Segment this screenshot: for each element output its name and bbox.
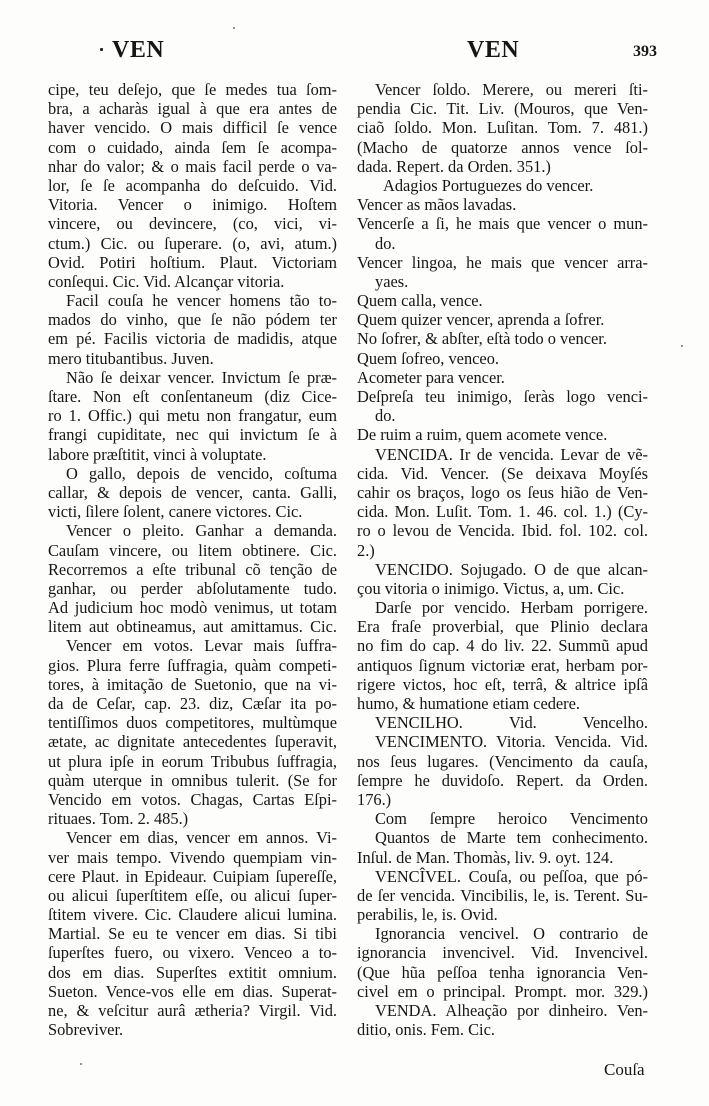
text-line: Sobreviver. [48, 1020, 124, 1040]
text-line: VENCIDO. Sojugado. O de que alcan- [375, 559, 648, 579]
text-line: rigere victos, hoc eſt, terrâ, & altrice ipſâ [357, 674, 648, 694]
text-line: Ovid. Potiri hoſtium. Plaut. Victoriam [48, 252, 337, 272]
page-number: 393 [633, 43, 657, 60]
ink-speck [233, 27, 235, 29]
text-line: ditio, onis. Fem. Cic. [357, 1020, 495, 1040]
text-line: ætate, ac dignitate antecedentes ſuperavit, [48, 732, 337, 752]
text-line: bra, a acharàs igual à que era antes de [48, 99, 337, 119]
text-line: cahir os braços, logo os ſeus hião de Ven- [357, 482, 648, 502]
text-line: ſtare. Non eſt conſentaneum (diz Cice- [48, 387, 337, 406]
left-text-column [48, 80, 337, 1039]
text-line: cere Plaut. in Epideaur. Cuipiam ſupereſſe, [48, 866, 337, 886]
text-line: VENCIDA. Ir de vencida. Levar de vẽ- [375, 444, 648, 464]
text-line: De ruim a ruim, quem acomete vence. [357, 425, 608, 445]
text-line: no fim do cap. 4 do liv. 22. Summũ apud [357, 636, 648, 656]
text-line: Deſpreſa teu inimigo, ſeràs logo venci- [357, 387, 648, 406]
text-line: com o cuidado, ainda ſem ſe acompa- [48, 137, 337, 157]
catchword: Couſa [604, 1060, 645, 1079]
text-line: em pé. Facilis victoria de madidis, atque [48, 329, 337, 349]
text-line: do. [375, 233, 396, 253]
text-line: cida. Mon. Luſit. Tom. 1. 46. col. 1.) (Cy- [357, 502, 648, 522]
right-text-column [357, 80, 648, 1039]
ink-dot [100, 48, 103, 51]
text-line: labore præſtitit, vinci à voluptate. [48, 444, 267, 464]
text-line: nhar do valor; & o mais facil perde o va- [48, 156, 337, 176]
text-line: civel em o principal. Prompt. mor. 329.) [357, 981, 648, 1001]
text-line: vincere, ou devincere, (co, vici, vi- [48, 214, 337, 234]
text-line: 2.) [357, 540, 375, 560]
text-line: ctum.) Cic. ou ſuperare. (o, avi, atum.) [48, 233, 337, 253]
text-line: Vitoria. Vencer o inimigo. Hoſtem [48, 195, 337, 215]
text-line: Vencer em votos. Levar mais ſuffra- [66, 636, 337, 656]
text-line: cida. Vid. Vencer. (Se deixava Moyſés [357, 463, 648, 483]
text-line: ver mais tempo. Vivendo quempiam vin- [48, 847, 337, 867]
text-line: rituaes. Tom. 2. 485.) [48, 809, 189, 829]
text-line: Vencer as mãos lavadas. [357, 195, 517, 215]
text-line: pendia Cic. Tit. Liv. (Mouros, que Ven- [357, 99, 648, 119]
text-line: No ſofrer, & abſter, eſtà todo o vencer. [357, 329, 607, 349]
text-line: perabilis, le, is. Ovid. [357, 905, 498, 925]
text-line: dos em dias. Superſtes extitit omnium. [48, 962, 337, 982]
text-line: ciaõ ſoldo. Mon. Luſitan. Tom. 7. 481.) [357, 118, 648, 138]
text-line: Facil couſa he vencer homens tão to- [66, 291, 337, 311]
running-head-left: VEN [112, 37, 165, 63]
text-line: humo, & humatione etiam cedere. [357, 694, 581, 713]
ink-speck [681, 345, 683, 347]
text-line: victi, ſilere ſolent, canere victores. Cic. [48, 502, 303, 522]
text-line: VENCÎVEL. Couſa, ou peſſoa, que pó- [375, 866, 648, 886]
text-line: do. [375, 406, 396, 426]
text-line: VENCIMENTO. Vitoria. Vencida. Vid. [375, 732, 648, 752]
text-line: frangi cupiditate, nec qui invictum ſe à [48, 425, 337, 445]
text-line: ou alicui ſuperſtitem eſſe, ou alicui ſuper- [48, 885, 337, 905]
text-line: Inſul. de Man. Thomàs, liv. 9. oyt. 124. [357, 847, 614, 867]
text-line: Vencer lingoa, he mais que vencer arra- [357, 252, 648, 272]
text-line: çou vitoria o inimigo. Victus, a, um. Cic. [357, 578, 625, 598]
text-line: haver vencido. O mais difficil ſe vence [48, 118, 337, 138]
text-line: Ignorancia vencivel. O contrario de [375, 924, 648, 944]
text-line: gios. Plura ferre ſuffragia, quàm competi- [48, 655, 337, 675]
text-line: Cauſam vincere, ou litem obtinere. Cic. [48, 540, 337, 560]
text-line: (Macho de quatorze annos vence ſol- [357, 137, 648, 157]
text-line: Ad judicium hoc modò venimus, ut totam [48, 598, 337, 618]
text-line: antiquos ſignum victoriæ erat, herbam por- [357, 655, 648, 675]
text-line: Quantos de Marte tem conhecimento. [375, 828, 648, 848]
text-line: ſuperſtes fuero, ou vixero. Venceo a to- [48, 943, 337, 963]
text-line: (Que hũa peſſoa tenha ignorancia Ven- [357, 962, 648, 982]
text-line: conſequi. Cic. Vid. Alcançar vitoria. [48, 271, 285, 291]
text-line: cipe, teu deſejo, que ſe medes tua ſom- [48, 80, 337, 99]
text-line: Acometer para vencer. [357, 367, 505, 387]
text-line: Quem calla, vence. [357, 291, 483, 311]
text-line: de ſer vencida. Vincibilis, le, is. Terent. Su- [357, 885, 648, 905]
text-line: Vencer o pleito. Ganhar a demanda. [66, 521, 337, 541]
text-line: ut plura ipſe in eorum Tribubus ſuffragia, [48, 751, 337, 771]
text-line: litem aut obtineamus, aut amittamus. Cic. [48, 617, 337, 637]
text-line: ſtitem vivere. Cic. Claudere alicui lumina. [48, 905, 337, 925]
text-line: VENDA. Alheação por dinheiro. Ven- [375, 1001, 648, 1020]
text-line: Vencerſe a ſi, he mais que vencer o mun- [357, 214, 648, 234]
text-line: Era fraſe proverbial, que Plinio declara [357, 617, 648, 637]
text-line: Vencido em votos. Chagas, Cartas Eſpi- [48, 789, 337, 809]
text-line: lor, ſe ſe acompanha do deſcuido. Vid. [48, 175, 337, 195]
text-line: Darſe por vencido. Herbam porrigere. [375, 598, 648, 618]
text-line: Adagios Portuguezes do vencer. [383, 175, 594, 195]
text-line: O gallo, depois de vencido, coſtuma [66, 463, 337, 483]
text-line: yaes. [375, 271, 409, 291]
text-line: callar, & depois de vencer, canta. Galli, [48, 482, 337, 502]
text-line: Quem quizer vencer, aprenda a ſofrer. [357, 310, 605, 330]
text-line: Vencer em dias, vencer em annos. Vi- [66, 828, 337, 848]
text-line: Com ſempre heroico Vencimento [375, 809, 648, 829]
text-line: dada. Repert. da Orden. 351.) [357, 156, 551, 176]
text-line: ganhar, ou perder abſolutamente tudo. [48, 578, 337, 598]
text-line: nos ſeus lugares. (Vencimento da cauſa, [357, 751, 648, 771]
text-line: tores, à imitação de Suetonio, que na vi- [48, 674, 337, 694]
text-line: Não ſe deixar vencer. Invictum ſe præ- [66, 367, 337, 387]
text-line: da de Ceſar, cap. 23. diz, Cæſar ita po- [48, 694, 337, 713]
text-line: 176.) [357, 789, 392, 809]
running-head-right: VEN [467, 37, 520, 63]
text-line: VENCILHO. Vid. Vencelho. [375, 713, 648, 733]
text-line: Martial. Se eu te vencer em dias. Si tibi [48, 924, 337, 944]
text-line: ignorancia invencivel. Vid. Invencivel. [357, 943, 648, 963]
text-line: Recorremos a eſte tribunal cõ tenção de [48, 559, 337, 579]
text-line: ro 1. Offic.) qui metu non frangatur, eum [48, 406, 337, 426]
text-line: quàm uterque in omnibus tulerit. (Se for [48, 770, 337, 790]
text-line: mero titubantibus. Juven. [48, 348, 214, 368]
text-line: Sueton. Vence-vos elle em dias. Superat- [48, 981, 337, 1001]
text-line: Quem ſofreo, venceo. [357, 348, 499, 368]
text-line: Vencer ſoldo. Merere, ou mereri ſti- [375, 80, 648, 99]
text-line: ro o levou de Vencida. Ibid. fol. 102. col. [357, 521, 648, 541]
ink-speck [80, 1063, 82, 1065]
text-line: ſempre he duvidoſo. Repert. da Orden. [357, 770, 648, 790]
text-line: mados do vinho, que ſe não pódem ter [48, 310, 337, 330]
text-line: ne, & veſcitur aurâ ætheria? Virgil. Vid. [48, 1001, 337, 1020]
text-line: tentiſſimos duos competitores, multùmque [48, 713, 337, 733]
